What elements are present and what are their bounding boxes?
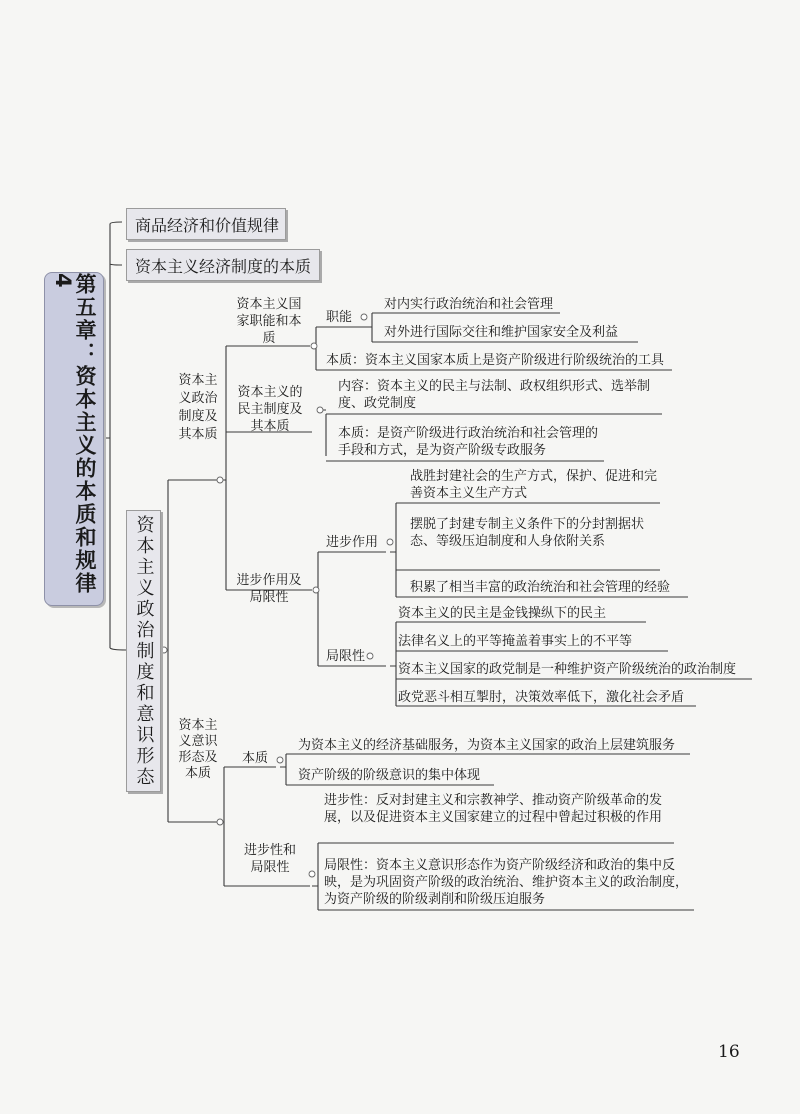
root-title: 第五章：资本主义的本质和规律4 bbox=[51, 273, 98, 595]
node-progress-role[interactable]: 进步作用 bbox=[326, 535, 379, 550]
node-economic-essence-label: 资本主义经济制度的本质 bbox=[135, 256, 312, 276]
node-limitation[interactable]: 局限性 bbox=[326, 649, 366, 664]
node-limit-item-3[interactable]: 资本主义国家的政党制是一种维护资产阶级统治的政治制度 bbox=[398, 662, 737, 677]
node-progress-limitation[interactable]: 进步作用及局限性 bbox=[236, 573, 302, 605]
node-state-function-item-2[interactable]: 对外进行国际交往和维护国家安全及利益 bbox=[384, 325, 619, 340]
node-progress-item-3[interactable]: 积累了相当丰富的政治统治和社会管理的经验 bbox=[410, 580, 671, 595]
node-democracy-essence[interactable]: 本质：是资产阶级进行政治统治和社会管理的手段和方式，是为资产阶级专政服务 bbox=[338, 426, 599, 458]
node-ideology-limit[interactable]: 局限性：资本主义意识形态作为资产阶级经济和政治的集中反映，是为巩固资产阶级的政治统治、维护资本主义的政治制度，为资产阶级的阶级剥削和阶级压迫服务 bbox=[324, 858, 689, 907]
node-state-function-item-1[interactable]: 对内实行政治统治和社会管理 bbox=[384, 297, 554, 312]
node-ideology-essence[interactable]: 本质 bbox=[242, 751, 269, 766]
node-limit-item-2[interactable]: 法律名义上的平等掩盖着事实上的不平等 bbox=[398, 634, 633, 649]
node-limit-item-1[interactable]: 资本主义的民主是金钱操纵下的民主 bbox=[398, 606, 607, 621]
node-ideology-progress[interactable]: 进步性：反对封建主义和宗教神学、推动资产阶级革命的发展，以及促进资本主义国家建立的过程中曾起过积极的作用 bbox=[324, 793, 663, 825]
node-political-ideology-label: 资本主义政治制度和意识形态 bbox=[133, 514, 155, 788]
node-commodity-economy-label: 商品经济和价值规律 bbox=[135, 215, 280, 235]
node-progress-item-2[interactable]: 摆脱了封建专制主义条件下的分封割据状态、等级压迫制度和人身依附关系 bbox=[410, 517, 645, 549]
node-state-function[interactable]: 职能 bbox=[326, 310, 353, 325]
page-number: 16 bbox=[718, 1042, 740, 1062]
root-node-chapter5[interactable] bbox=[44, 272, 104, 606]
node-political-system[interactable]: 资本主义政治制度及其本质 bbox=[178, 373, 218, 442]
node-ideology-essence-item-1[interactable]: 为资本主义的经济基础服务，为资本主义国家的政治上层建筑服务 bbox=[298, 738, 676, 753]
node-progress-item-1[interactable]: 战胜封建社会的生产方式，保护、促进和完善资本主义生产方式 bbox=[410, 469, 658, 501]
node-democracy-system[interactable]: 资本主义的民主制度及其本质 bbox=[237, 385, 303, 434]
node-democracy-content[interactable]: 内容：资本主义的民主与法制、政权组织形式、选举制度、政党制度 bbox=[338, 379, 651, 411]
node-state-essence[interactable]: 本质：资本主义国家本质上是资产阶级进行阶级统治的工具 bbox=[326, 353, 665, 368]
node-economic-essence[interactable] bbox=[126, 249, 320, 281]
node-ideology-progress-limit[interactable]: 进步性和局限性 bbox=[243, 843, 296, 875]
node-commodity-economy[interactable] bbox=[126, 208, 286, 240]
node-ideology-essence-item-2[interactable]: 资产阶级的阶级意识的集中体现 bbox=[298, 768, 481, 783]
node-political-ideology[interactable] bbox=[126, 510, 161, 792]
node-limit-item-4[interactable]: 政党恶斗相互掣肘，决策效率低下，激化社会矛盾 bbox=[398, 690, 685, 705]
node-ideology[interactable]: 资本主义意识形态及本质 bbox=[178, 718, 218, 781]
node-state-function-essence[interactable]: 资本主义国家职能和本质 bbox=[236, 297, 302, 346]
